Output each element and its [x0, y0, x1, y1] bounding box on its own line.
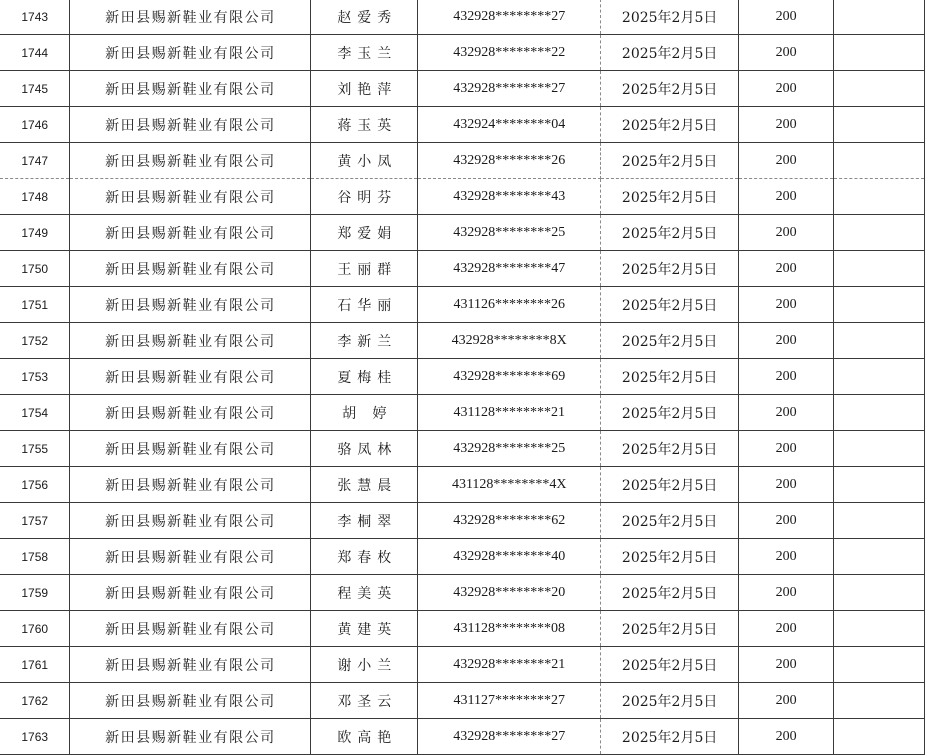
name-cell: 刘艳萍 [311, 71, 418, 107]
amount-cell: 200 [739, 143, 834, 179]
id-number-cell: 431128********21 [418, 395, 601, 431]
table-row [0, 179, 925, 215]
date-cell: 2025年2月5日 [601, 503, 739, 539]
name-cell: 骆凤林 [311, 431, 418, 467]
empty-cell [834, 0, 925, 35]
id-number-cell: 432924********04 [418, 107, 601, 143]
date-cell: 2025年2月5日 [601, 179, 739, 215]
name-cell: 王丽群 [311, 251, 418, 287]
id-number-cell: 432928********21 [418, 647, 601, 683]
date-cell: 2025年2月5日 [601, 611, 739, 647]
date-cell: 2025年2月5日 [601, 359, 739, 395]
company-cell: 新田县赐新鞋业有限公司 [70, 683, 311, 719]
row-number-cell: 1754 [0, 395, 70, 431]
amount-cell: 200 [739, 107, 834, 143]
empty-cell [834, 611, 925, 647]
amount-cell: 200 [739, 539, 834, 575]
id-number-cell: 432928********27 [418, 719, 601, 755]
company-cell: 新田县赐新鞋业有限公司 [70, 179, 311, 215]
amount-cell: 200 [739, 611, 834, 647]
amount-cell: 200 [739, 359, 834, 395]
company-cell: 新田县赐新鞋业有限公司 [70, 323, 311, 359]
amount-cell: 200 [739, 287, 834, 323]
table-row [0, 503, 925, 539]
row-number-cell: 1753 [0, 359, 70, 395]
table-row [0, 359, 925, 395]
empty-cell [834, 71, 925, 107]
id-number-cell: 432928********43 [418, 179, 601, 215]
company-cell: 新田县赐新鞋业有限公司 [70, 395, 311, 431]
company-cell: 新田县赐新鞋业有限公司 [70, 287, 311, 323]
company-cell: 新田县赐新鞋业有限公司 [70, 35, 311, 71]
name-cell: 谷明芬 [311, 179, 418, 215]
id-number-cell: 432928********62 [418, 503, 601, 539]
date-cell: 2025年2月5日 [601, 0, 739, 35]
company-cell: 新田县赐新鞋业有限公司 [70, 611, 311, 647]
date-cell: 2025年2月5日 [601, 35, 739, 71]
table-row [0, 467, 925, 503]
date-cell: 2025年2月5日 [601, 683, 739, 719]
row-number-cell: 1752 [0, 323, 70, 359]
company-cell: 新田县赐新鞋业有限公司 [70, 251, 311, 287]
amount-cell: 200 [739, 719, 834, 755]
id-number-cell: 432928********8X [418, 323, 601, 359]
name-cell: 张慧晨 [311, 467, 418, 503]
date-cell: 2025年2月5日 [601, 575, 739, 611]
name-cell: 郑爱娟 [311, 215, 418, 251]
row-number-cell: 1757 [0, 503, 70, 539]
company-cell: 新田县赐新鞋业有限公司 [70, 467, 311, 503]
company-cell: 新田县赐新鞋业有限公司 [70, 215, 311, 251]
id-number-cell: 432928********26 [418, 143, 601, 179]
company-cell: 新田县赐新鞋业有限公司 [70, 719, 311, 755]
company-cell: 新田县赐新鞋业有限公司 [70, 503, 311, 539]
row-number-cell: 1744 [0, 35, 70, 71]
table-row [0, 431, 925, 467]
id-number-cell: 432928********20 [418, 575, 601, 611]
row-number-cell: 1751 [0, 287, 70, 323]
name-cell: 蒋玉英 [311, 107, 418, 143]
table-row [0, 539, 925, 575]
row-number-cell: 1743 [0, 0, 70, 35]
table-row [0, 323, 925, 359]
name-cell: 石华丽 [311, 287, 418, 323]
empty-cell [834, 215, 925, 251]
id-number-cell: 432928********47 [418, 251, 601, 287]
amount-cell: 200 [739, 683, 834, 719]
date-cell: 2025年2月5日 [601, 107, 739, 143]
row-number-cell: 1760 [0, 611, 70, 647]
row-number-cell: 1758 [0, 539, 70, 575]
amount-cell: 200 [739, 431, 834, 467]
amount-cell: 200 [739, 395, 834, 431]
amount-cell: 200 [739, 503, 834, 539]
name-cell: 欧高艳 [311, 719, 418, 755]
company-cell: 新田县赐新鞋业有限公司 [70, 143, 311, 179]
name-cell: 赵爱秀 [311, 0, 418, 35]
row-number-cell: 1755 [0, 431, 70, 467]
row-number-cell: 1745 [0, 71, 70, 107]
row-number-cell: 1761 [0, 647, 70, 683]
name-cell: 李玉兰 [311, 35, 418, 71]
date-cell: 2025年2月5日 [601, 323, 739, 359]
row-number-cell: 1762 [0, 683, 70, 719]
amount-cell: 200 [739, 35, 834, 71]
empty-cell [834, 143, 925, 179]
amount-cell: 200 [739, 179, 834, 215]
id-number-cell: 432928********22 [418, 35, 601, 71]
table-row [0, 287, 925, 323]
name-cell: 郑春枚 [311, 539, 418, 575]
row-number-cell: 1749 [0, 215, 70, 251]
name-cell: 李新兰 [311, 323, 418, 359]
amount-cell: 200 [739, 575, 834, 611]
table-row [0, 143, 925, 179]
empty-cell [834, 323, 925, 359]
id-number-cell: 432928********27 [418, 71, 601, 107]
id-number-cell: 431128********08 [418, 611, 601, 647]
empty-cell [834, 539, 925, 575]
name-cell: 邓圣云 [311, 683, 418, 719]
empty-cell [834, 647, 925, 683]
date-cell: 2025年2月5日 [601, 143, 739, 179]
empty-cell [834, 719, 925, 755]
empty-cell [834, 287, 925, 323]
amount-cell: 200 [739, 323, 834, 359]
company-cell: 新田县赐新鞋业有限公司 [70, 107, 311, 143]
name-cell: 程美英 [311, 575, 418, 611]
amount-cell: 200 [739, 0, 834, 35]
id-number-cell: 431128********4X [418, 467, 601, 503]
date-cell: 2025年2月5日 [601, 647, 739, 683]
date-cell: 2025年2月5日 [601, 287, 739, 323]
name-cell: 夏梅桂 [311, 359, 418, 395]
empty-cell [834, 179, 925, 215]
row-number-cell: 1759 [0, 575, 70, 611]
empty-cell [834, 683, 925, 719]
row-number-cell: 1746 [0, 107, 70, 143]
date-cell: 2025年2月5日 [601, 539, 739, 575]
date-cell: 2025年2月5日 [601, 431, 739, 467]
name-cell: 黄小凤 [311, 143, 418, 179]
table-row [0, 719, 925, 755]
table-row [0, 611, 925, 647]
empty-cell [834, 251, 925, 287]
row-number-cell: 1756 [0, 467, 70, 503]
table-row [0, 251, 925, 287]
company-cell: 新田县赐新鞋业有限公司 [70, 0, 311, 35]
id-number-cell: 432928********25 [418, 215, 601, 251]
id-number-cell: 431126********26 [418, 287, 601, 323]
date-cell: 2025年2月5日 [601, 215, 739, 251]
amount-cell: 200 [739, 251, 834, 287]
id-number-cell: 432928********69 [418, 359, 601, 395]
company-cell: 新田县赐新鞋业有限公司 [70, 359, 311, 395]
name-cell: 胡 婷 [311, 395, 418, 431]
table-row [0, 647, 925, 683]
amount-cell: 200 [739, 467, 834, 503]
empty-cell [834, 35, 925, 71]
amount-cell: 200 [739, 71, 834, 107]
empty-cell [834, 107, 925, 143]
table-row [0, 215, 925, 251]
date-cell: 2025年2月5日 [601, 251, 739, 287]
table-row [0, 683, 925, 719]
company-cell: 新田县赐新鞋业有限公司 [70, 71, 311, 107]
name-cell: 黄建英 [311, 611, 418, 647]
table-row [0, 0, 925, 35]
row-number-cell: 1748 [0, 179, 70, 215]
table-row [0, 107, 925, 143]
table-row [0, 395, 925, 431]
table-row [0, 71, 925, 107]
empty-cell [834, 575, 925, 611]
empty-cell [834, 359, 925, 395]
amount-cell: 200 [739, 647, 834, 683]
empty-cell [834, 431, 925, 467]
id-number-cell: 432928********25 [418, 431, 601, 467]
empty-cell [834, 503, 925, 539]
date-cell: 2025年2月5日 [601, 719, 739, 755]
row-number-cell: 1747 [0, 143, 70, 179]
id-number-cell: 432928********27 [418, 0, 601, 35]
company-cell: 新田县赐新鞋业有限公司 [70, 575, 311, 611]
name-cell: 谢小兰 [311, 647, 418, 683]
amount-cell: 200 [739, 215, 834, 251]
date-cell: 2025年2月5日 [601, 395, 739, 431]
empty-cell [834, 395, 925, 431]
company-cell: 新田县赐新鞋业有限公司 [70, 539, 311, 575]
date-cell: 2025年2月5日 [601, 467, 739, 503]
table-row [0, 35, 925, 71]
row-number-cell: 1763 [0, 719, 70, 755]
name-cell: 李桐翠 [311, 503, 418, 539]
date-cell: 2025年2月5日 [601, 71, 739, 107]
row-number-cell: 1750 [0, 251, 70, 287]
id-number-cell: 432928********40 [418, 539, 601, 575]
table-row [0, 575, 925, 611]
company-cell: 新田县赐新鞋业有限公司 [70, 647, 311, 683]
id-number-cell: 431127********27 [418, 683, 601, 719]
company-cell: 新田县赐新鞋业有限公司 [70, 431, 311, 467]
empty-cell [834, 467, 925, 503]
